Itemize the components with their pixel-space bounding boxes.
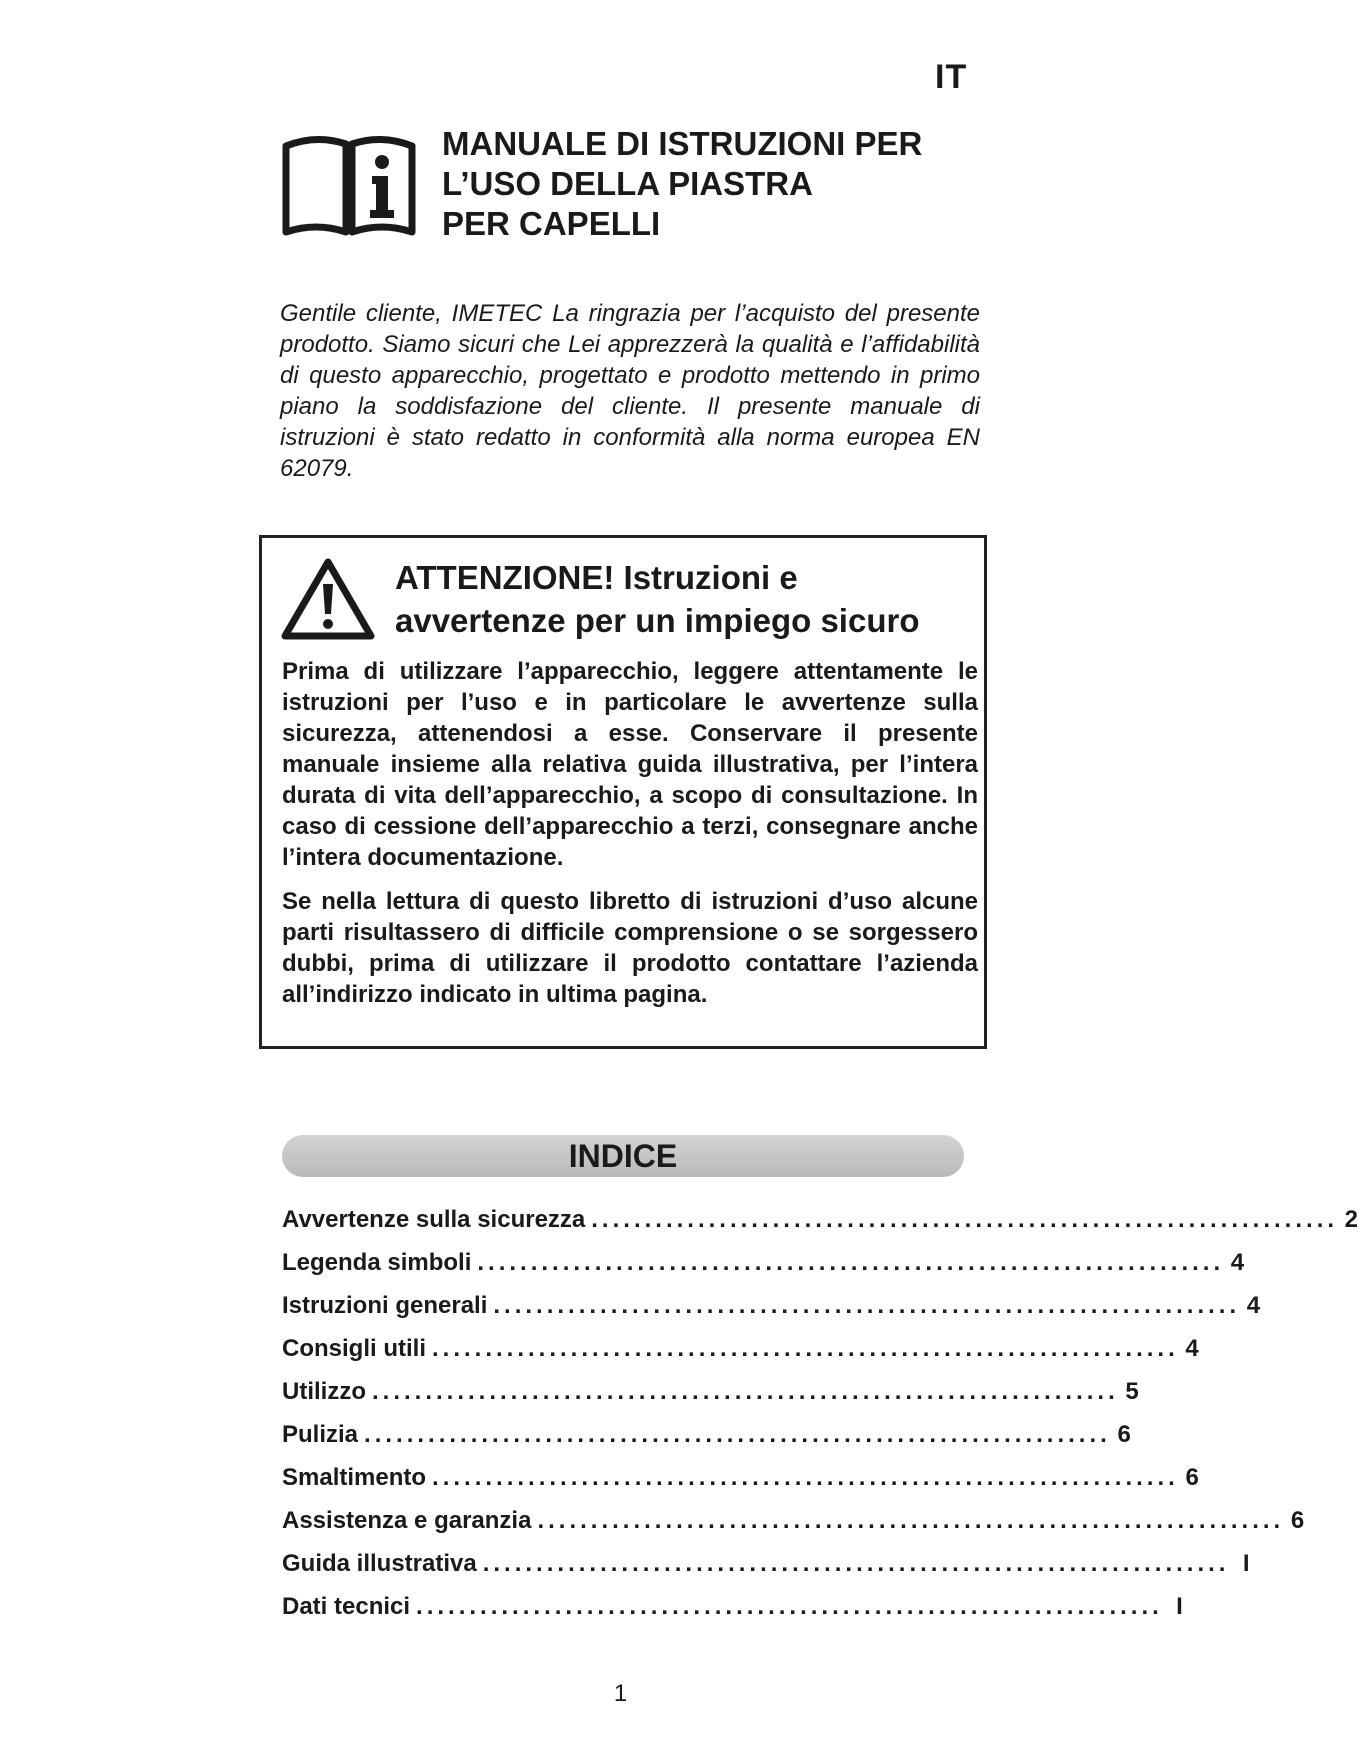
toc-leader-dots: ...................................................................... <box>432 1464 1179 1491</box>
warning-title-line-1: ATTENZIONE! Istruzioni e <box>395 559 798 596</box>
toc-entry-page: I <box>1242 1550 1250 1577</box>
toc-entry-page: 6 <box>1290 1507 1305 1534</box>
toc-leader-dots: ...................................................................... <box>372 1378 1119 1405</box>
warning-title <box>395 556 920 642</box>
index-header-bar <box>282 1135 964 1177</box>
toc-entry-page: 4 <box>1246 1292 1261 1319</box>
toc-leader-dots: ...................................................................... <box>537 1507 1285 1534</box>
toc-entry-assistenza[interactable] <box>282 1507 1305 1550</box>
manual-title-line-3: PER CAPELLI <box>442 205 661 242</box>
toc-entry-istruzioni[interactable] <box>282 1292 1261 1335</box>
toc-leader-dots: ...................................................................... <box>364 1421 1111 1448</box>
info-manual-icon <box>280 132 418 238</box>
safety-warning-box <box>259 535 987 1049</box>
toc-entry-dati[interactable] <box>282 1593 1183 1636</box>
warning-title-line-2: avvertenze per un impiego sicuro <box>395 602 920 639</box>
warning-paragraph-2: Se nella lettura di questo libretto di istruzioni d’uso alcune parti risultassero di difficile comprensione o se sorgessero dubbi, prima di utilizzare il prodotto contattare l’azienda all’indirizzo indicato in ultima pagina. <box>282 888 978 1008</box>
intro-paragraph: Gentile cliente, IMETEC La ringrazia per l’acquisto del presente prodotto. Siamo sicuri che Lei apprezzerà la qualità e l’affidabilità di questo apparecchio, progettato e prodotto mettendo in primo piano la soddisfazione del cliente. Il presente manuale di istruzioni è stato redatto in conformità alla norma europea EN 62079. <box>280 300 980 482</box>
toc-entry-label: Guida illustrativa <box>282 1550 477 1577</box>
toc-entry-guida[interactable] <box>282 1550 1250 1593</box>
manual-title-line-1: MANUALE DI ISTRUZIONI PER <box>442 125 923 162</box>
toc-entry-label: Istruzioni generali <box>282 1292 488 1319</box>
toc-leader-dots: ...................................................................... <box>591 1206 1339 1233</box>
toc-leader-dots: ...................................................................... <box>482 1550 1230 1577</box>
toc-entry-pulizia[interactable] <box>282 1421 1131 1464</box>
toc-entry-label: Utilizzo <box>282 1378 366 1405</box>
toc-entry-label: Pulizia <box>282 1421 359 1448</box>
toc-entry-page: 2 <box>1344 1206 1358 1233</box>
toc-entry-consigli[interactable] <box>282 1335 1199 1378</box>
toc-leader-dots: ...................................................................... <box>416 1593 1163 1620</box>
toc-entry-avvertenze[interactable] <box>282 1206 1358 1249</box>
manual-title-line-2: L’USO DELLA PIASTRA <box>442 165 813 202</box>
warning-triangle-icon <box>280 556 376 642</box>
toc-entry-label: Dati tecnici <box>282 1593 411 1620</box>
toc-entry-page: 4 <box>1185 1335 1199 1362</box>
toc-entry-label: Consigli utili <box>282 1335 426 1362</box>
toc-entry-label: Avvertenze sulla sicurezza <box>282 1206 586 1233</box>
toc-leader-dots: ...................................................................... <box>477 1249 1225 1276</box>
toc-entry-page: 4 <box>1230 1249 1245 1276</box>
toc-entry-page: 6 <box>1185 1464 1199 1491</box>
index-title: INDICE <box>568 1138 678 1174</box>
toc-entry-page: I <box>1176 1593 1183 1620</box>
page-number: 1 <box>613 1680 628 1707</box>
toc-leader-dots: ...................................................................... <box>493 1292 1241 1319</box>
toc-entry-label: Legenda simboli <box>282 1249 472 1276</box>
toc-entry-utilizzo[interactable] <box>282 1378 1139 1421</box>
manual-title <box>442 124 922 244</box>
toc-entry-legenda[interactable] <box>282 1249 1245 1292</box>
toc-entry-label: Smaltimento <box>282 1464 427 1491</box>
toc-leader-dots: ...................................................................... <box>432 1335 1179 1362</box>
toc-entry-page: 5 <box>1125 1378 1139 1405</box>
toc-entry-label: Assistenza e garanzia <box>282 1507 532 1534</box>
language-code: IT <box>935 58 968 96</box>
toc-entry-page: 6 <box>1117 1421 1131 1448</box>
warning-paragraph-1: Prima di utilizzare l’apparecchio, leggere attentamente le istruzioni per l’uso e in particolare le avvertenze sulla sicurezza, attenendosi a esse. Conservare il presente manuale insieme alla relativa guida illustrativa, per l’intera durata di vita dell’apparecchio, a scopo di consultazione. In caso di cessione dell’apparecchio a terzi, consegnare anche l’intera documentazione. <box>282 658 978 871</box>
toc-entry-smaltimento[interactable] <box>282 1464 1199 1507</box>
table-of-contents <box>282 1206 1358 1636</box>
